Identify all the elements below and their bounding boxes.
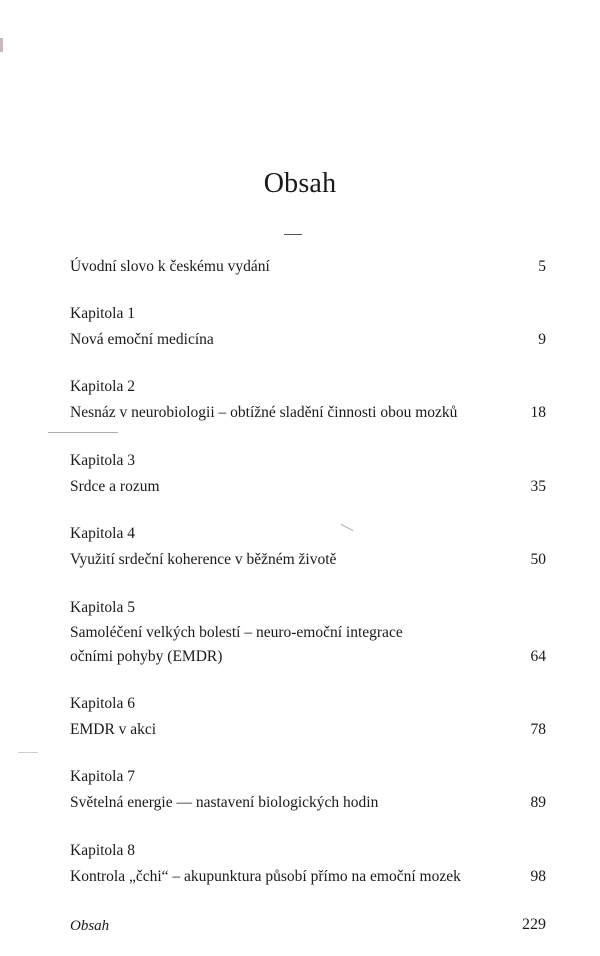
toc-entry-chapter-6 [70, 695, 546, 745]
chapter-label: Kapitola 1 [70, 305, 135, 322]
chapter-label: Kapitola 8 [70, 842, 135, 859]
page-number: 229 [522, 916, 546, 933]
chapter-label: Kapitola 4 [70, 525, 135, 542]
toc-entry-title: Samoléčení velkých bolestí – neuro-emoční integrace [70, 624, 403, 641]
toc-entry-chapter-4 [70, 525, 546, 575]
toc-entry-page: 78 [530, 721, 546, 738]
toc-entry-chapter-2 [70, 378, 546, 428]
scan-smudge [48, 432, 118, 433]
chapter-label: Kapitola 3 [70, 452, 135, 469]
toc-entry-title-continued: očními pohyby (EMDR) [70, 648, 223, 665]
title-divider [284, 234, 302, 235]
toc-entry-page: 5 [538, 258, 546, 275]
toc-entry-page: 50 [530, 551, 546, 568]
toc-entry-title: Srdce a rozum [70, 478, 160, 495]
toc-entry-title: Světelná energie — nastavení biologických hodin [70, 794, 379, 811]
toc-entry-intro [70, 258, 546, 282]
toc-entry-page: 98 [530, 868, 546, 885]
toc-entry-chapter-7 [70, 768, 546, 818]
toc-entry-page: 35 [530, 478, 546, 495]
toc-entry-page: 89 [530, 794, 546, 811]
toc-entry-chapter-3 [70, 452, 546, 502]
toc-entry-title: Využití srdeční koherence v běžném životě [70, 551, 337, 568]
toc-entry-page: 64 [530, 648, 546, 665]
toc-entry-title: Nová emoční medicína [70, 331, 214, 348]
page-title: Obsah [263, 168, 337, 199]
chapter-label: Kapitola 2 [70, 378, 135, 395]
chapter-label: Kapitola 5 [70, 599, 135, 616]
toc-entry-chapter-5 [70, 599, 546, 673]
running-footer: Obsah [70, 918, 110, 934]
toc-entry-title: Nesnáz v neurobiologii – obtížné sladění činnosti obou mozků [70, 404, 458, 421]
scan-smudge [18, 752, 38, 753]
chapter-label: Kapitola 7 [70, 768, 135, 785]
toc-entry-page: 9 [538, 331, 546, 348]
chapter-label: Kapitola 6 [70, 695, 135, 712]
toc-entry-page: 18 [530, 404, 546, 421]
toc-entry-title: EMDR v akci [70, 721, 157, 738]
toc-entry-title: Úvodní slovo k českému vydání [70, 258, 270, 275]
toc-entry-chapter-1 [70, 305, 546, 355]
toc-entry-title: Kontrola „čchi“ – akupunktura působí přímo na emoční mozek [70, 868, 461, 885]
page-edge-mark [0, 38, 3, 52]
toc-entry-chapter-8 [70, 842, 546, 892]
